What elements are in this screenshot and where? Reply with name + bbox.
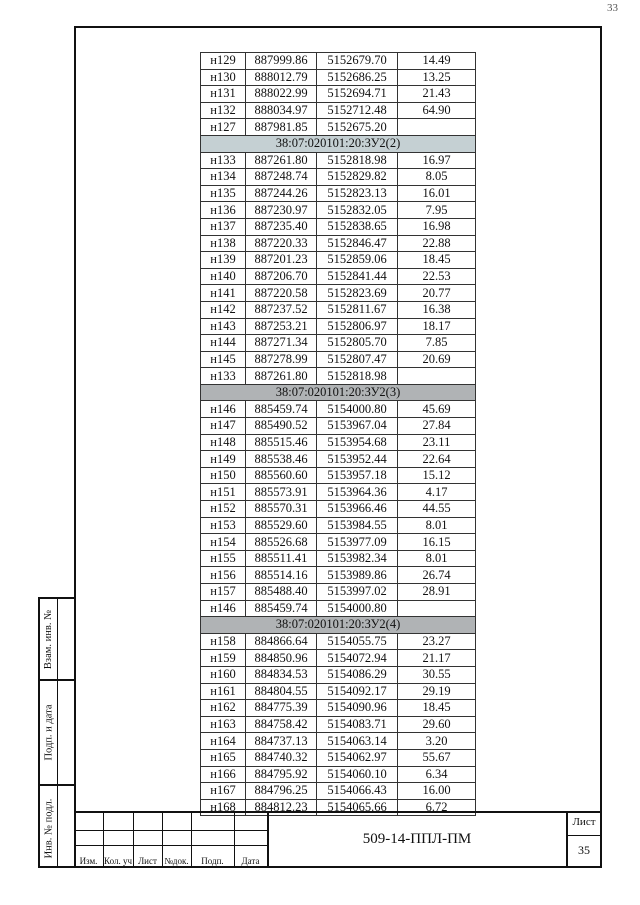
side-label-podp: Подп. и дата (43, 704, 55, 761)
table-row (201, 418, 476, 435)
x-coordinate: 887206.70 (246, 268, 317, 285)
x-coordinate: 884737.13 (246, 733, 317, 750)
segment-length: 20.77 (398, 285, 476, 302)
x-coordinate: 884850.96 (246, 650, 317, 667)
stamp-label-kol-uch: Кол. уч (104, 856, 132, 866)
section-title: 38:07:020101:20:ЗУ2(4) (201, 617, 476, 634)
point-id: н157 (201, 584, 246, 601)
stamp-label-podp: Подп. (201, 856, 224, 866)
segment-length: 8.01 (398, 550, 476, 567)
segment-length: 21.17 (398, 650, 476, 667)
point-id: н149 (201, 451, 246, 468)
table-row (201, 501, 476, 518)
x-coordinate: 885570.31 (246, 501, 317, 518)
y-coordinate: 5152679.70 (317, 53, 398, 70)
y-coordinate: 5154092.17 (317, 683, 398, 700)
x-coordinate: 884866.64 (246, 633, 317, 650)
section-header-row (201, 384, 476, 401)
y-coordinate: 5152829.82 (317, 169, 398, 186)
table-row (201, 318, 476, 335)
point-id: н131 (201, 86, 246, 103)
x-coordinate: 885538.46 (246, 451, 317, 468)
table-row (201, 434, 476, 451)
table-row (201, 716, 476, 733)
point-id: н127 (201, 119, 246, 136)
point-id: н145 (201, 351, 246, 368)
y-coordinate: 5154055.75 (317, 633, 398, 650)
point-id: н136 (201, 202, 246, 219)
x-coordinate: 885515.46 (246, 434, 317, 451)
table-row (201, 102, 476, 119)
point-id: н147 (201, 418, 246, 435)
x-coordinate: 885490.52 (246, 418, 317, 435)
point-id: н141 (201, 285, 246, 302)
y-coordinate: 5154063.14 (317, 733, 398, 750)
side-stamp (38, 597, 74, 868)
x-coordinate: 884796.25 (246, 783, 317, 800)
point-id: н161 (201, 683, 246, 700)
table-row (201, 567, 476, 584)
x-coordinate: 887201.23 (246, 252, 317, 269)
point-id: н165 (201, 749, 246, 766)
segment-length: 15.12 (398, 467, 476, 484)
x-coordinate: 884812.23 (246, 799, 317, 816)
segment-length: 18.17 (398, 318, 476, 335)
segment-length: 23.11 (398, 434, 476, 451)
table-row (201, 218, 476, 235)
table-row (201, 783, 476, 800)
table-row (201, 351, 476, 368)
segment-length: 8.01 (398, 517, 476, 534)
section-title: 38:07:020101:20:ЗУ2(3) (201, 384, 476, 401)
y-coordinate: 5154083.71 (317, 716, 398, 733)
y-coordinate: 5154090.96 (317, 700, 398, 717)
y-coordinate: 5152694.71 (317, 86, 398, 103)
point-id: н160 (201, 666, 246, 683)
table-row (201, 683, 476, 700)
y-coordinate: 5154000.80 (317, 600, 398, 617)
segment-length: 21.43 (398, 86, 476, 103)
segment-length: 22.53 (398, 268, 476, 285)
x-coordinate: 887999.86 (246, 53, 317, 70)
point-id: н154 (201, 534, 246, 551)
segment-length: 14.49 (398, 53, 476, 70)
point-id: н138 (201, 235, 246, 252)
document-code: 509-14-ППЛ-ПМ (362, 831, 472, 847)
table-row (201, 335, 476, 352)
y-coordinate: 5153964.36 (317, 484, 398, 501)
x-coordinate: 884758.42 (246, 716, 317, 733)
y-coordinate: 5152712.48 (317, 102, 398, 119)
y-coordinate: 5154066.43 (317, 783, 398, 800)
point-id: н153 (201, 517, 246, 534)
x-coordinate: 887220.33 (246, 235, 317, 252)
section-header-row (201, 135, 476, 152)
segment-length: 44.55 (398, 501, 476, 518)
table-row (201, 584, 476, 601)
x-coordinate: 884804.55 (246, 683, 317, 700)
table-row (201, 517, 476, 534)
segment-length: 16.00 (398, 783, 476, 800)
section-header-row (201, 617, 476, 634)
y-coordinate: 5152806.97 (317, 318, 398, 335)
table-row (201, 268, 476, 285)
x-coordinate: 888022.99 (246, 86, 317, 103)
table-row (201, 666, 476, 683)
y-coordinate: 5153989.86 (317, 567, 398, 584)
table-row (201, 749, 476, 766)
segment-length: 16.38 (398, 301, 476, 318)
y-coordinate: 5153952.44 (317, 451, 398, 468)
table-row (201, 451, 476, 468)
y-coordinate: 5153966.46 (317, 501, 398, 518)
y-coordinate: 5154086.29 (317, 666, 398, 683)
table-row (201, 700, 476, 717)
point-id: н167 (201, 783, 246, 800)
point-id: н140 (201, 268, 246, 285)
stamp-label-data: Дата (241, 856, 260, 866)
segment-length: 18.45 (398, 252, 476, 269)
sheet-number: 35 (578, 843, 590, 857)
x-coordinate: 885573.91 (246, 484, 317, 501)
table-row (201, 401, 476, 418)
table-row (201, 368, 476, 385)
table-row (201, 86, 476, 103)
point-id: н168 (201, 799, 246, 816)
point-id: н150 (201, 467, 246, 484)
table-row (201, 202, 476, 219)
table-row (201, 69, 476, 86)
point-id: н133 (201, 152, 246, 169)
segment-length: 22.64 (398, 451, 476, 468)
point-id: н164 (201, 733, 246, 750)
point-id: н133 (201, 368, 246, 385)
y-coordinate: 5152832.05 (317, 202, 398, 219)
x-coordinate: 888012.79 (246, 69, 317, 86)
point-id: н159 (201, 650, 246, 667)
table-row (201, 285, 476, 302)
point-id: н166 (201, 766, 246, 783)
title-block (74, 811, 602, 868)
segment-length: 45.69 (398, 401, 476, 418)
x-coordinate: 887235.40 (246, 218, 317, 235)
segment-length: 18.45 (398, 700, 476, 717)
segment-length: 16.15 (398, 534, 476, 551)
y-coordinate: 5153957.18 (317, 467, 398, 484)
side-label-vzam: Взам. инв. № (43, 609, 55, 669)
point-id: н137 (201, 218, 246, 235)
y-coordinate: 5152807.47 (317, 351, 398, 368)
segment-length: 7.95 (398, 202, 476, 219)
segment-length: 29.60 (398, 716, 476, 733)
segment-length: 26.74 (398, 567, 476, 584)
segment-length (398, 368, 476, 385)
y-coordinate: 5152686.25 (317, 69, 398, 86)
x-coordinate: 887220.58 (246, 285, 317, 302)
x-coordinate: 887271.34 (246, 335, 317, 352)
y-coordinate: 5153982.34 (317, 550, 398, 567)
point-id: н134 (201, 169, 246, 186)
segment-length: 8.05 (398, 169, 476, 186)
segment-length: 4.17 (398, 484, 476, 501)
table-row (201, 119, 476, 136)
table-row (201, 733, 476, 750)
y-coordinate: 5152823.13 (317, 185, 398, 202)
segment-length: 13.25 (398, 69, 476, 86)
x-coordinate: 885459.74 (246, 401, 317, 418)
y-coordinate: 5153977.09 (317, 534, 398, 551)
x-coordinate: 887230.97 (246, 202, 317, 219)
segment-length: 27.84 (398, 418, 476, 435)
y-coordinate: 5154065.66 (317, 799, 398, 816)
x-coordinate: 887261.80 (246, 152, 317, 169)
segment-length (398, 119, 476, 136)
x-coordinate: 885560.60 (246, 467, 317, 484)
point-id: н162 (201, 700, 246, 717)
coordinates-table (200, 52, 476, 816)
segment-length: 23.27 (398, 633, 476, 650)
y-coordinate: 5153954.68 (317, 434, 398, 451)
x-coordinate: 887237.52 (246, 301, 317, 318)
point-id: н132 (201, 102, 246, 119)
x-coordinate: 888034.97 (246, 102, 317, 119)
x-coordinate: 885459.74 (246, 600, 317, 617)
segment-length: 16.98 (398, 218, 476, 235)
point-id: н146 (201, 401, 246, 418)
y-coordinate: 5152805.70 (317, 335, 398, 352)
x-coordinate: 884740.32 (246, 749, 317, 766)
table-row (201, 169, 476, 186)
y-coordinate: 5152859.06 (317, 252, 398, 269)
point-id: н155 (201, 550, 246, 567)
point-id: н130 (201, 69, 246, 86)
segment-length: 20.69 (398, 351, 476, 368)
x-coordinate: 885526.68 (246, 534, 317, 551)
side-label-inv: Инв. № подл. (43, 798, 55, 858)
sheet-label: Лист (572, 816, 596, 828)
x-coordinate: 885514.16 (246, 567, 317, 584)
x-coordinate: 887981.85 (246, 119, 317, 136)
segment-length: 3.20 (398, 733, 476, 750)
table-row (201, 766, 476, 783)
y-coordinate: 5154072.94 (317, 650, 398, 667)
segment-length: 30.55 (398, 666, 476, 683)
table-row (201, 550, 476, 567)
y-coordinate: 5154060.10 (317, 766, 398, 783)
point-id: н129 (201, 53, 246, 70)
table-row (201, 650, 476, 667)
point-id: н135 (201, 185, 246, 202)
segment-length: 28.91 (398, 584, 476, 601)
x-coordinate: 885488.40 (246, 584, 317, 601)
table-row (201, 185, 476, 202)
y-coordinate: 5153967.04 (317, 418, 398, 435)
point-id: н163 (201, 716, 246, 733)
table-row (201, 53, 476, 70)
x-coordinate: 884795.92 (246, 766, 317, 783)
x-coordinate: 887261.80 (246, 368, 317, 385)
point-id: н152 (201, 501, 246, 518)
point-id: н144 (201, 335, 246, 352)
y-coordinate: 5152818.98 (317, 368, 398, 385)
y-coordinate: 5153984.55 (317, 517, 398, 534)
section-title: 38:07:020101:20:ЗУ2(2) (201, 135, 476, 152)
y-coordinate: 5152838.65 (317, 218, 398, 235)
segment-length: 16.97 (398, 152, 476, 169)
x-coordinate: 887253.21 (246, 318, 317, 335)
y-coordinate: 5152841.44 (317, 268, 398, 285)
x-coordinate: 884775.39 (246, 700, 317, 717)
stamp-label-list: Лист (138, 856, 157, 866)
x-coordinate: 885529.60 (246, 517, 317, 534)
table-row (201, 484, 476, 501)
table-row (201, 534, 476, 551)
stamp-label-izm: Изм. (79, 856, 98, 866)
y-coordinate: 5154000.80 (317, 401, 398, 418)
segment-length: 16.01 (398, 185, 476, 202)
corner-mark: 33 (607, 2, 618, 14)
point-id: н139 (201, 252, 246, 269)
segment-length: 64.90 (398, 102, 476, 119)
segment-length: 6.72 (398, 799, 476, 816)
table-row (201, 252, 476, 269)
y-coordinate: 5152818.98 (317, 152, 398, 169)
segment-length (398, 600, 476, 617)
table-row (201, 467, 476, 484)
point-id: н142 (201, 301, 246, 318)
point-id: н143 (201, 318, 246, 335)
y-coordinate: 5152675.20 (317, 119, 398, 136)
x-coordinate: 887244.26 (246, 185, 317, 202)
table-row (201, 235, 476, 252)
point-id: н158 (201, 633, 246, 650)
x-coordinate: 887278.99 (246, 351, 317, 368)
segment-length: 29.19 (398, 683, 476, 700)
x-coordinate: 884834.53 (246, 666, 317, 683)
point-id: н146 (201, 600, 246, 617)
point-id: н148 (201, 434, 246, 451)
segment-length: 6.34 (398, 766, 476, 783)
point-id: н156 (201, 567, 246, 584)
table-row (201, 301, 476, 318)
table-row (201, 633, 476, 650)
segment-length: 7.85 (398, 335, 476, 352)
y-coordinate: 5152846.47 (317, 235, 398, 252)
segment-length: 55.67 (398, 749, 476, 766)
table-row (201, 152, 476, 169)
x-coordinate: 885511.41 (246, 550, 317, 567)
y-coordinate: 5152811.67 (317, 301, 398, 318)
y-coordinate: 5154062.97 (317, 749, 398, 766)
stamp-label-ndok: №док. (164, 856, 189, 866)
y-coordinate: 5152823.69 (317, 285, 398, 302)
point-id: н151 (201, 484, 246, 501)
x-coordinate: 887248.74 (246, 169, 317, 186)
segment-length: 22.88 (398, 235, 476, 252)
y-coordinate: 5153997.02 (317, 584, 398, 601)
table-row (201, 600, 476, 617)
